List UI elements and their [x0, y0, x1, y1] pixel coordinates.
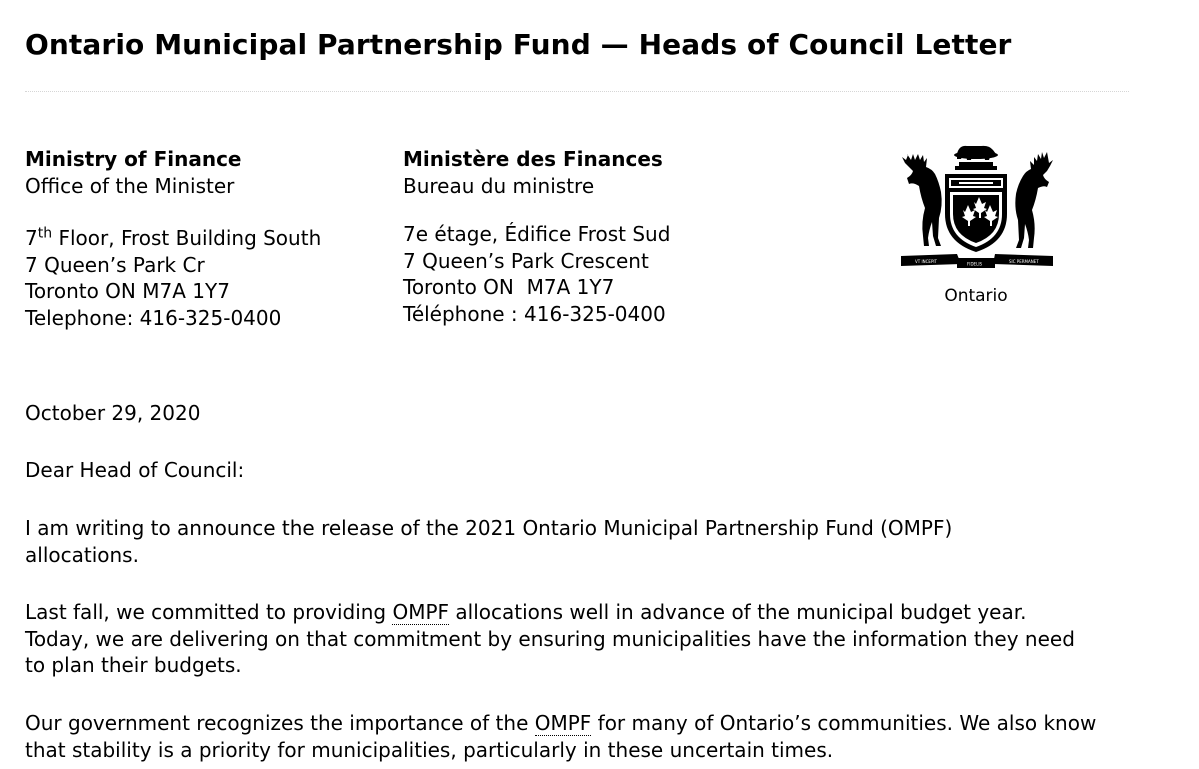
address-street-fr: 7 Queen’s Park Crescent [403, 248, 649, 273]
address-city-en: Toronto ON M7A 1Y7 [25, 279, 230, 303]
address-city-fr: Toronto ON M7A 1Y7 [403, 275, 615, 299]
title-divider [25, 91, 1129, 92]
letter-salutation: Dear Head of Council: [25, 458, 245, 482]
telephone-fr: Téléphone : 416-325-0400 [403, 301, 666, 326]
ministry-name-fr: Ministère des Finances [403, 147, 663, 171]
ompf-abbreviation[interactable]: OMPF [534, 711, 592, 735]
address-floor-en: 7th Floor, Frost Building South [25, 225, 322, 250]
letter-date: October 29, 2020 [25, 401, 201, 425]
letter-paragraph-1: I am writing to announce the release of the 2021 Ontario Municipal Partnership Fund (OMPF) allocations. [25, 516, 953, 567]
ompf-abbreviation[interactable]: OMPF [392, 600, 450, 624]
ontario-coat-of-arms-icon [899, 144, 1055, 308]
motto-left: VT INCEPIT [915, 259, 937, 264]
page-title: Ontario Municipal Partnership Fund — Heads of Council Letter [25, 28, 1012, 61]
ministry-name-en: Ministry of Finance [25, 147, 242, 171]
ontario-wordmark: Ontario [944, 286, 1008, 306]
address-street-en: 7 Queen’s Park Cr [25, 252, 205, 277]
telephone-en: Telephone: 416-325-0400 [25, 305, 282, 330]
motto-right: SIC PERMANET [1009, 259, 1039, 264]
office-name-en: Office of the Minister [25, 173, 235, 198]
letter-paragraph-2: Last fall, we committed to providing OMPF allocations well in advance of the municipal budget year. Today, we are delivering on that commitment by ensuring municipalities have the information they need to plan their budgets. [25, 600, 1075, 677]
office-name-fr: Bureau du ministre [403, 173, 595, 198]
address-floor-fr: 7e étage, Édifice Frost Sud [403, 222, 671, 246]
letter-paragraph-3: Our government recognizes the importance of the OMPF for many of Ontario’s communities. We also know that stability is a priority for municipalities, particularly in these uncertain times. [25, 711, 1097, 762]
letterhead-french [403, 146, 670, 327]
motto-center: FIDELIS [967, 261, 983, 267]
letterhead-english [25, 146, 321, 331]
